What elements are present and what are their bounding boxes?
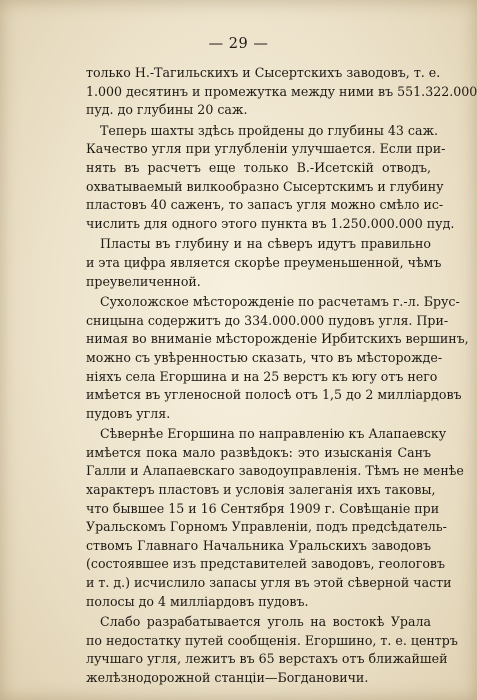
body-text <box>86 64 477 690</box>
text-line: пуд. до глубины 20 саж. <box>86 102 248 118</box>
paragraph <box>86 613 458 687</box>
text-line: что бывшее 15 и 16 Сентября 1909 г. Совѣщаніе при <box>86 500 440 516</box>
text-line: Галли и Алапаевскаго заводоуправленія. Тѣмъ не менѣе <box>86 463 464 479</box>
text-line: Пласты въ глубину и на сѣверъ идутъ правильно <box>100 236 431 252</box>
text-line: Слабо разрабатывается уголь на востокѣ Урала <box>100 614 431 630</box>
text-line: Сѣвернѣе Егоршина по направленію къ Алапаевску <box>100 426 447 442</box>
text-line: по недостатку путей сообщенія. Егоршино, т. е. центръ <box>86 632 458 648</box>
text-line: преувеличенной. <box>86 273 201 289</box>
paragraph <box>86 425 464 611</box>
text-line: Качество угля при углубленіи улучшается. Если при- <box>86 141 446 157</box>
paragraph <box>86 122 455 234</box>
paragraph <box>86 64 477 120</box>
text-line: Теперь шахты здѣсь пройдены до глубины 43 саж. <box>100 122 439 138</box>
text-line: ствомъ Главнаго Начальника Уральскихъ заводовъ <box>86 537 431 553</box>
text-line: Уральскомъ Горномъ Управленіи, подъ предсѣдатель- <box>86 519 447 535</box>
text-line: имѣется въ угленосной полосѣ отъ 1,5 до 2 миллiардовъ <box>86 387 462 403</box>
text-line: и т. д.) исчислило запасы угля въ этой сѣверной части <box>86 575 452 591</box>
text-line: полосы до 4 миллiардовъ пудовъ. <box>86 593 309 609</box>
text-line: 1.000 десятинъ и промежутка между ними въ 551.322.000 <box>86 83 477 99</box>
text-line: желѣзнодорожной станціи—Богдановичи. <box>86 670 369 685</box>
text-line: лучшаго угля, лежитъ въ 65 верстахъ отъ ближайшей <box>86 651 448 667</box>
text-line: пудовъ угля. <box>86 405 171 421</box>
text-line: можно съ увѣренностью сказать, что въ мѣсторожде- <box>86 349 443 365</box>
text-line: ніяхъ села Егоршина и на 25 верстъ къ югу отъ него <box>86 368 438 384</box>
page-number: — 29 — <box>208 36 269 52</box>
text-line: пластовъ 40 саженъ, то запасъ угля можно смѣло ис- <box>86 197 444 213</box>
paragraph <box>86 235 442 291</box>
text-line: имѣется пока мало развѣдокъ: это изысканія Санъ <box>86 444 431 460</box>
text-line: и эта цифра является скорѣе преуменьшенной, чѣмъ <box>86 254 442 270</box>
text-line: числить для одного этого пункта въ 1.250.000.000 пуд. <box>86 215 455 231</box>
paragraph <box>86 293 469 423</box>
text-line: только Н.-Тагильскихъ и Сысертскихъ заводовъ, т. е. <box>86 65 441 80</box>
text-line: характеръ пластовъ и условія залеганія ихъ таковы, <box>86 482 436 498</box>
text-line: сницына содержитъ до 334.000.000 пудовъ угля. При- <box>86 312 449 328</box>
text-line: нимая во вниманіе мѣсторожденіе Ирбитскихъ вершинъ, <box>86 331 469 347</box>
text-line: охватываемый вилкообразно Сысертскимъ и глубину <box>86 178 444 194</box>
text-line: (состоявшее изъ представителей заводовъ, геологовъ <box>86 556 446 572</box>
text-line: нять въ расчетъ еще только В.-Исетскій отводъ, <box>86 159 431 175</box>
text-line: Сухоложское мѣсторожденіе по расчетамъ г.-л. Брус- <box>100 294 460 310</box>
